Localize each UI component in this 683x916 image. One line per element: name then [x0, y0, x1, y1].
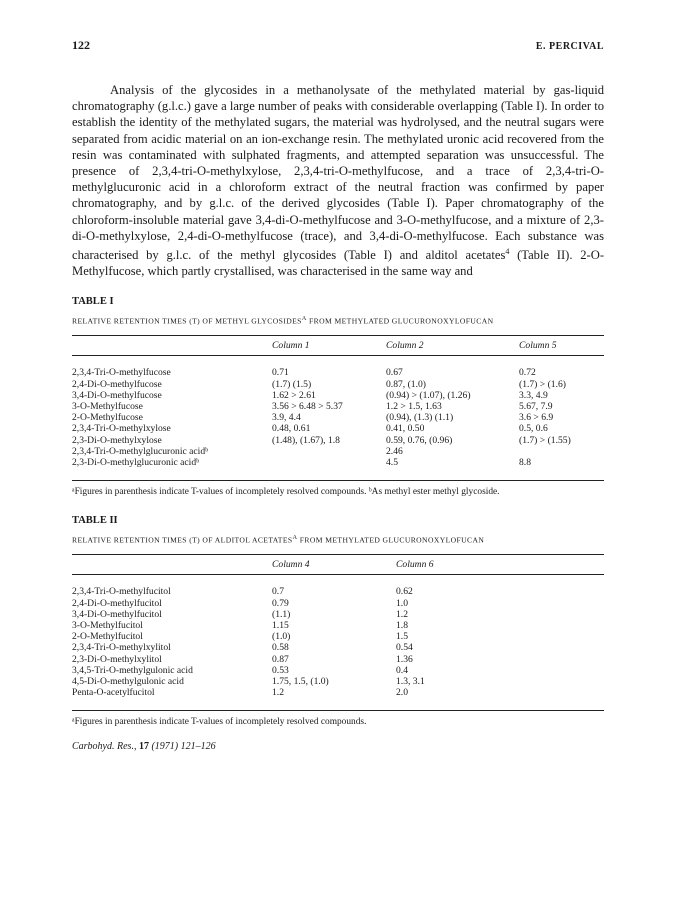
table2-caption-sup: A [292, 533, 298, 541]
table2-cell: 3,4,5-Tri-O-methylgulonic acid [72, 664, 193, 676]
table2-row [72, 665, 425, 676]
table2-cell: 0.62 [396, 586, 413, 598]
table1-row [72, 379, 571, 390]
table2-cell: 1.2 [396, 608, 408, 620]
journal-rest: (1971) 121–126 [148, 740, 216, 752]
table2-cell: 0.58 [272, 642, 289, 654]
table2-column-header: Column 4 [272, 559, 310, 571]
table2-row [72, 586, 425, 597]
table1-column-header: Column 1 [272, 340, 310, 352]
table1-cell: 0.5, 0.6 [519, 423, 548, 435]
table2-cell: 0.87 [272, 653, 289, 665]
table1-cell: 1.2 > 1.5, 1.63 [386, 400, 442, 412]
table1-cell: (1.7) > (1.55) [519, 434, 571, 446]
table2-cell: 1.0 [396, 597, 408, 609]
table2-cell: 0.54 [396, 642, 413, 654]
journal-name: Carbohyd. Res., [72, 740, 137, 752]
table1-cell: 3-O-Methylfucose [72, 400, 143, 412]
table1-body [72, 367, 571, 468]
table1-caption-end: FROM METHYLATED GLUCURONOXYLOFUCAN [306, 316, 494, 326]
page [72, 38, 604, 752]
table1-row [72, 446, 571, 457]
table1-cell: 3.6 > 6.9 [519, 412, 554, 424]
table2-cell: 4,5-Di-O-methylgulonic acid [72, 676, 184, 688]
table2-header-row [72, 559, 434, 570]
table1-row [72, 412, 571, 423]
table1-cell: (1.7) > (1.6) [519, 378, 566, 390]
table2-row [72, 631, 425, 642]
table1-cell: 3.3, 4.9 [519, 389, 548, 401]
table2-cell: 1.8 [396, 620, 408, 632]
table1-caption [72, 315, 604, 326]
table1-cell: 2,3,4-Tri-O-methylfucose [72, 367, 171, 379]
table1-cell: 0.72 [519, 367, 536, 379]
table1-column-header: Column 2 [386, 340, 424, 352]
paragraph-text: Analysis of the glycosides in a methanolysate of the methylated material by gas-liquid chromatography (g.l.c.) gave a large number of peaks with considerable overlapping (Table I). In order to establish the identity of the methylated sugars, the material was hydrolysed, and the neutral sugars were separated from acidic material on an ion-exchange resin. The methylated uronic acid recovered from the resin was contaminated with sulphated fragments, and attempted separation was unsuccessful. The presence of 2,3,4-tri-O-methylxylose, 2,3,4-tri-O-methylfucose, and a trace of 2,3,4-tri-O-methylglucuronic acid in a chloroform extract of the neutral fraction was confirmed by paper chromatography, and by g.l.c. of the derived glycosides (Table I). Paper chromatography of the chloroform-insoluble material gave 3,4-di-O-methylfucose and 3-O-methylfucose, and a mixture of 2,3-di-O-methylxylose, 2,4-di-O-methylfucose (trace), and 3,4-di-O-methylfucose. Each substance was characterised by g.l.c. of the methyl glycosides (Table I) and alditol acetates [72, 83, 604, 263]
table2-cell: 1.3, 3.1 [396, 676, 425, 688]
table1-cell: 4.5 [386, 456, 398, 468]
table1-cell: 2,3-Di-O-methylglucuronic acidᵇ [72, 456, 200, 468]
table2-column-header [72, 559, 272, 570]
table1 [72, 340, 557, 351]
table1-cell [272, 457, 386, 468]
table1-column-header: Column 5 [519, 340, 557, 352]
reference-superscript: 4 [505, 247, 510, 257]
table1-cell [272, 446, 386, 457]
table1-cell: 0.59, 0.76, (0.96) [386, 434, 453, 446]
table1-cell: 3.56 > 6.48 > 5.37 [272, 400, 343, 412]
table2-cell: 1.5 [396, 631, 408, 643]
table2-head-rule [72, 574, 604, 575]
table2-cell: 0.7 [272, 586, 284, 598]
table1-footnote: ᵃFigures in parenthesis indicate T-values of incompletely resolved compounds. ᵇAs methyl ester methyl glycoside. [72, 487, 500, 498]
table2-title: TABLE II [72, 514, 118, 526]
table2-row [72, 620, 425, 631]
journal-citation [72, 741, 604, 752]
table1-row [72, 435, 571, 446]
table1-cell: (0.94), (1.3) (1.1) [386, 412, 454, 424]
table2-cell: 2.0 [396, 687, 408, 699]
table2-cell: Penta-O-acetylfucitol [72, 687, 155, 699]
paragraph-text-end: (Table II). 2-O-Methylfucose, which partly crystallised, was characterised in the same way and [72, 248, 605, 279]
table2-caption [72, 534, 604, 545]
table1-cell: 0.87, (1.0) [386, 378, 426, 390]
table2-row [72, 598, 425, 609]
table1-row [72, 423, 571, 434]
table2-row [72, 687, 425, 698]
table1-cell: (1.7) (1.5) [272, 378, 312, 390]
table2-cell: (1.1) [272, 608, 291, 620]
table2-cell: 2-O-Methylfucitol [72, 631, 143, 643]
table2-caption-text: RELATIVE RETENTION TIMES (T) OF ALDITOL ACETATES [72, 535, 293, 545]
table2-row [72, 642, 425, 653]
table1-cell: 3.9, 4.4 [272, 412, 301, 424]
table2-cell: (1.0) [272, 631, 291, 643]
table2-cell: 1.36 [396, 653, 413, 665]
table1-top-rule [72, 335, 604, 336]
table2-cell: 2,4-Di-O-methylfucitol [72, 597, 162, 609]
body-paragraph [72, 82, 604, 280]
table1-cell: 1.62 > 2.61 [272, 389, 316, 401]
table1-cell: 2-O-Methylfucose [72, 412, 143, 424]
table1-column-header [72, 340, 272, 351]
table1-cell: 2,4-Di-O-methylfucose [72, 378, 162, 390]
table2-cell: 3-O-Methylfucitol [72, 620, 143, 632]
table1-cell: 5.67, 7.9 [519, 400, 553, 412]
table1-cell: 0.71 [272, 367, 289, 379]
table2-row [72, 676, 425, 687]
table1-cell: 2,3-Di-O-methylxylose [72, 434, 162, 446]
table2-cell: 1.2 [272, 687, 284, 699]
table1-cell: 0.41, 0.50 [386, 423, 425, 435]
table1-head-rule [72, 355, 604, 356]
table2-column-header: Column 6 [396, 559, 434, 571]
table1-header-row [72, 340, 557, 351]
table2-caption-end: FROM METHYLATED GLUCURONOXYLOFUCAN [297, 535, 485, 545]
table2-cell: 2,3,4-Tri-O-methylxylitol [72, 642, 171, 654]
table2-row [72, 654, 425, 665]
table1-cell: 0.67 [386, 367, 403, 379]
table2-bottom-rule [72, 710, 604, 711]
table1-caption-text: RELATIVE RETENTION TIMES (T) OF METHYL GLYCOSIDES [72, 316, 302, 326]
table2-body [72, 586, 425, 698]
page-number: 122 [72, 38, 90, 52]
table1-row [72, 367, 571, 378]
table2-top-rule [72, 554, 604, 555]
table2-cell: 0.53 [272, 664, 289, 676]
running-header [72, 38, 604, 56]
table2-cell: 3,4-Di-O-methylfucitol [72, 608, 162, 620]
table2-footnote: ᵃFigures in parenthesis indicate T-values of incompletely resolved compounds. [72, 717, 367, 728]
table1-cell: 2,3,4-Tri-O-methylglucuronic acidᵇ [72, 445, 209, 457]
table1-cell: 0.48, 0.61 [272, 423, 311, 435]
table2-cell: 0.79 [272, 597, 289, 609]
table2-cell: 1.75, 1.5, (1.0) [272, 676, 329, 688]
table2-cell: 1.15 [272, 620, 289, 632]
table1-title: TABLE I [72, 295, 114, 307]
table2-cell: 2,3,4-Tri-O-methylfucitol [72, 586, 171, 598]
table2-cell: 2,3-Di-O-methylxylitol [72, 653, 162, 665]
running-author: E. PERCIVAL [535, 41, 604, 52]
table1-cell: 2.46 [386, 445, 403, 457]
table1-row [72, 390, 571, 401]
table1-cell: 3,4-Di-O-methylfucose [72, 389, 162, 401]
table2-row [72, 609, 425, 620]
table2-cell: 0.4 [396, 664, 408, 676]
table2 [72, 559, 434, 570]
table1-caption-sup: A [301, 314, 307, 322]
table1-row [72, 457, 571, 468]
table1-cell: 2,3,4-Tri-O-methylxylose [72, 423, 171, 435]
journal-volume: 17 [138, 740, 149, 752]
table1-bottom-rule [72, 480, 604, 481]
table1-row [72, 401, 571, 412]
table1-cell: (1.48), (1.67), 1.8 [272, 434, 340, 446]
table1-cell: 8.8 [519, 456, 531, 468]
table1-cell: (0.94) > (1.07), (1.26) [386, 389, 471, 401]
table1-cell [519, 446, 571, 457]
